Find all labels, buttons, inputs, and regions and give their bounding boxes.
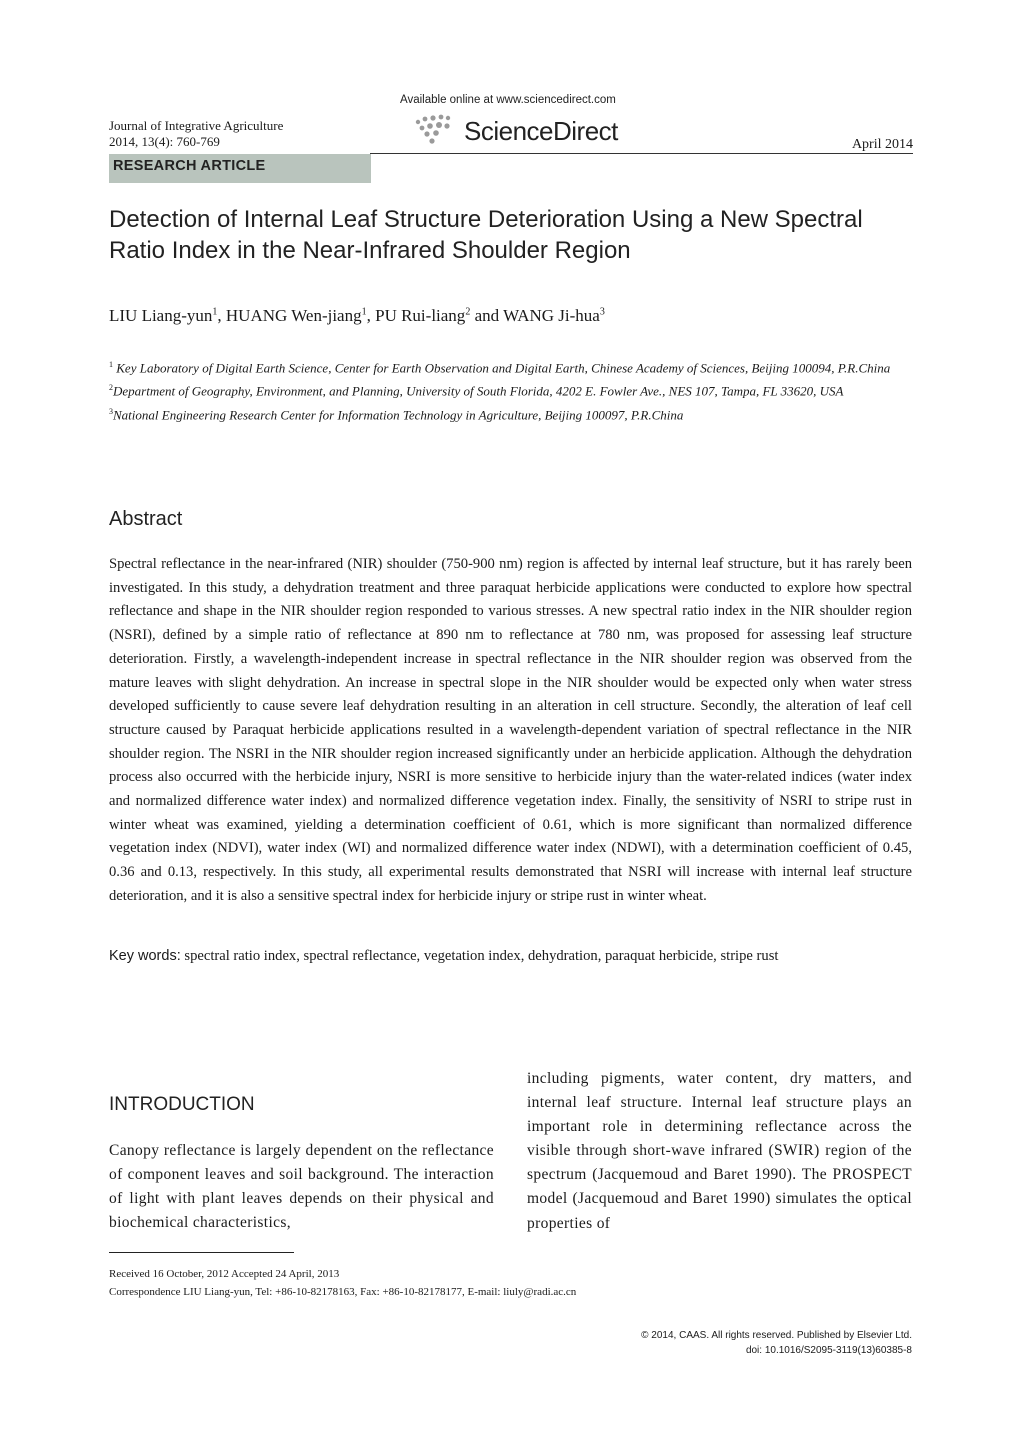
keywords xyxy=(109,948,912,965)
section-badge-label: RESEARCH ARTICLE xyxy=(113,158,266,174)
affiliation-item xyxy=(109,402,913,425)
affiliation-text: Key Laboratory of Digital Earth Science, Center for Earth Observation and Digital Earth, Chinese Academy of Sciences, Beijing 100094, P.R.China xyxy=(116,360,891,376)
author-affiliation-mark: 1 xyxy=(361,306,367,318)
author-name: PU Rui-liang xyxy=(375,306,466,325)
author-affiliation-mark: 3 xyxy=(599,306,605,318)
footnotes xyxy=(109,1265,576,1301)
affiliation-number: 1 xyxy=(109,360,113,369)
author-affiliation-mark: 2 xyxy=(465,306,471,318)
author-separator: , xyxy=(217,306,226,325)
author-list xyxy=(109,306,919,326)
affiliation-list xyxy=(109,355,913,425)
copyright-block xyxy=(560,1328,912,1358)
introduction-heading: INTRODUCTION xyxy=(109,1094,255,1115)
author-affiliation-mark: 1 xyxy=(212,306,218,318)
keywords-text: spectral ratio index, spectral reflectance, vegetation index, dehydration, paraquat herbicide, stripe rust xyxy=(184,948,779,964)
introduction-left-column: Canopy reflectance is largely dependent on the reflectance of component leaves and soil background. The interaction of light with plant leaves depends on their physical and biochemical characteristics, xyxy=(109,1142,494,1232)
keywords-label: Key words: xyxy=(109,948,181,964)
footnote-divider xyxy=(109,1252,294,1253)
author-name: WANG Ji-hua xyxy=(503,306,600,325)
received-dates: Received 16 October, 2012 Accepted 24 April, 2013 xyxy=(109,1268,340,1280)
affiliation-item xyxy=(109,378,913,401)
issue-date: April 2014 xyxy=(851,137,913,152)
author-name: HUANG Wen-jiang xyxy=(225,306,362,325)
journal-info xyxy=(109,118,283,150)
journal-issue: 2014, 13(4): 760-769 xyxy=(109,134,220,149)
section-badge xyxy=(109,154,371,183)
doi[interactable]: doi: 10.1016/S2095-3119(13)60385-8 xyxy=(745,1345,912,1356)
affiliation-number: 3 xyxy=(109,406,113,416)
sciencedirect-dots-icon xyxy=(412,114,462,150)
sciencedirect-logo-text: ScienceDirect xyxy=(464,116,618,146)
abstract-text: Spectral reflectance in the near-infrared (NIR) shoulder (750-900 nm) region is affected by internal leaf structure, but it has rarely been investigated. In this study, a dehydration treatment and three paraquat herbicide applications were conducted to explore how spectral reflectance and shape in the NIR shoulder region responded to various stresses. A new spectral ratio index in the NIR shoulder region (NSRI), defined by a simple ratio of reflectance at 890 nm to reflectance at 780 nm, was proposed for assessing leaf structure deterioration. Firstly, a wavelength-independent increase in spectral reflectance in the NIR shoulder region was observed from the mature leaves with slight dehydration. An increase in spectral slope in the NIR shoulder would be expected only when water stress developed sufficiently to cause severe leaf dehydration resulting in an alteration in cell structure. Secondly, the alteration of leaf cell structure caused by Paraquat herbicide applications resulted in a wavelength-dependent variation of spectral reflectance in the NIR shoulder region. The NSRI in the NIR shoulder region increased significantly under an herbicide application. Although the dehydration process also occurred with the herbicide injury, NSRI is more sensitive to herbicide injury than the water-related indices (water index and normalized difference water index) and normalized difference vegetation index. Finally, the sensitivity of NSRI to stripe rust in winter wheat was examined, yielding a determination coefficient of 0.61, which is more significant than normalized difference vegetation index (NDVI), water index (WI) and normalized difference water index (NDWI), with a determination coefficient of 0.45, 0.36 and 0.13, respectively. In this study, all experimental results demonstrated that NSRI will increase with internal leaf structure deterioration, and it is also a sensitive spectral index for herbicide injury or stripe rust in winter wheat. xyxy=(109,556,912,904)
introduction-right-column: including pigments, water content, dry matters, and internal leaf structure. Internal leaf structure plays an important role in determining reflectance across the visible through short-wave infrared (SWIR) region of the spectrum (Jacquemoud and Baret 1990). The PROSPECT model (Jacquemoud and Baret 1990) simulates the optical properties of xyxy=(527,1070,912,1232)
journal-name: Journal of Integrative Agriculture xyxy=(109,118,284,133)
abstract-heading: Abstract xyxy=(109,508,183,530)
author-separator: and xyxy=(470,306,504,325)
correspondence: Correspondence LIU Liang-yun, Tel: +86-10-82178163, Fax: +86-10-82178177, E-mail: liuly@radi.ac.cn xyxy=(109,1286,577,1298)
available-online-text[interactable]: Available online at www.sciencedirect.com xyxy=(400,94,616,106)
author-separator: , xyxy=(366,306,376,325)
author-name: LIU Liang-yun xyxy=(109,306,213,325)
affiliation-text: National Engineering Research Center for Information Technology in Agriculture, Beijing 100097, P.R.China xyxy=(113,406,684,422)
affiliation-item xyxy=(109,355,913,378)
affiliation-number: 2 xyxy=(109,383,113,393)
sciencedirect-logo[interactable] xyxy=(412,110,652,150)
affiliation-text: Department of Geography, Environment, and Planning, University of South Florida, 4202 E. Fowler Ave., NES 107, Tampa, FL 33620, USA xyxy=(113,383,844,399)
copyright-notice: © 2014, CAAS. All rights reserved. Published by Elsevier Ltd. xyxy=(641,1330,912,1341)
header-divider xyxy=(370,153,913,154)
paper-title: Detection of Internal Leaf Structure Deterioration Using a New Spectral Ratio Index in the Near-Infrared Shoulder Region xyxy=(109,206,863,264)
